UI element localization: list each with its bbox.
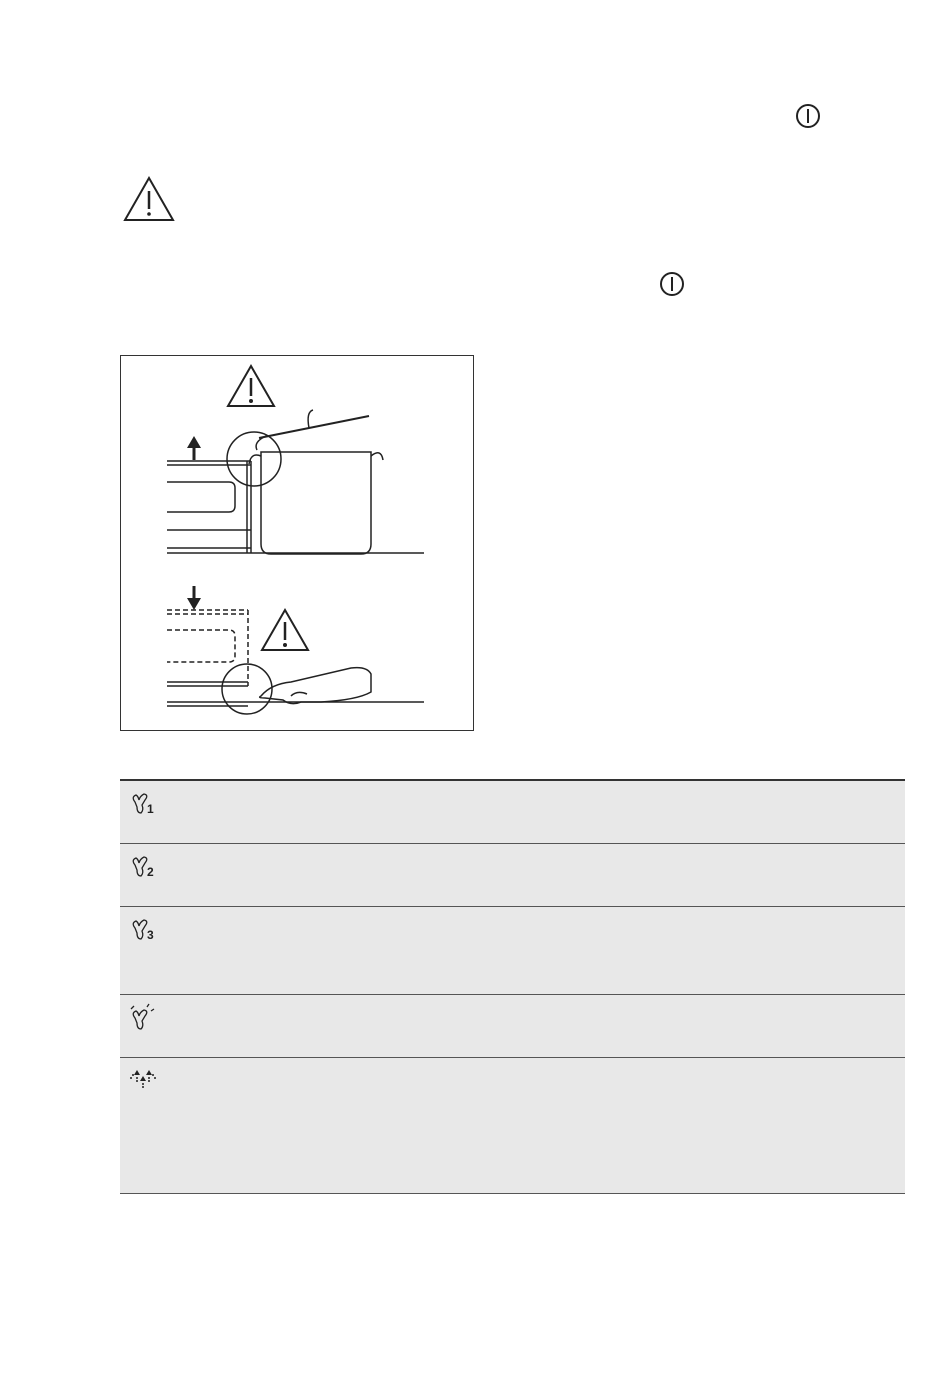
fan-speed-3-icon [127, 915, 157, 945]
table-row [120, 907, 905, 995]
power-symbol-icon [659, 271, 685, 297]
power-symbol-icon [795, 103, 821, 129]
fan-mode-table [120, 779, 905, 1194]
fan-speed-2-icon [127, 852, 157, 882]
fan-speed-1-icon [127, 789, 157, 819]
fan-boost-icon [127, 1003, 157, 1033]
svg-text:1: 1 [147, 802, 154, 816]
hob-safety-drawing [121, 356, 473, 730]
svg-text:2: 2 [147, 865, 154, 879]
warning-triangle-icon [123, 176, 175, 222]
table-row [120, 781, 905, 844]
steam-extraction-icon [127, 1066, 161, 1096]
table-row [120, 1058, 905, 1194]
table-row [120, 844, 905, 907]
arrow-up-icon [187, 436, 201, 460]
table-row [120, 995, 905, 1058]
arrow-down-icon [187, 586, 201, 610]
safety-illustration [120, 355, 474, 731]
svg-text:3: 3 [147, 928, 154, 942]
